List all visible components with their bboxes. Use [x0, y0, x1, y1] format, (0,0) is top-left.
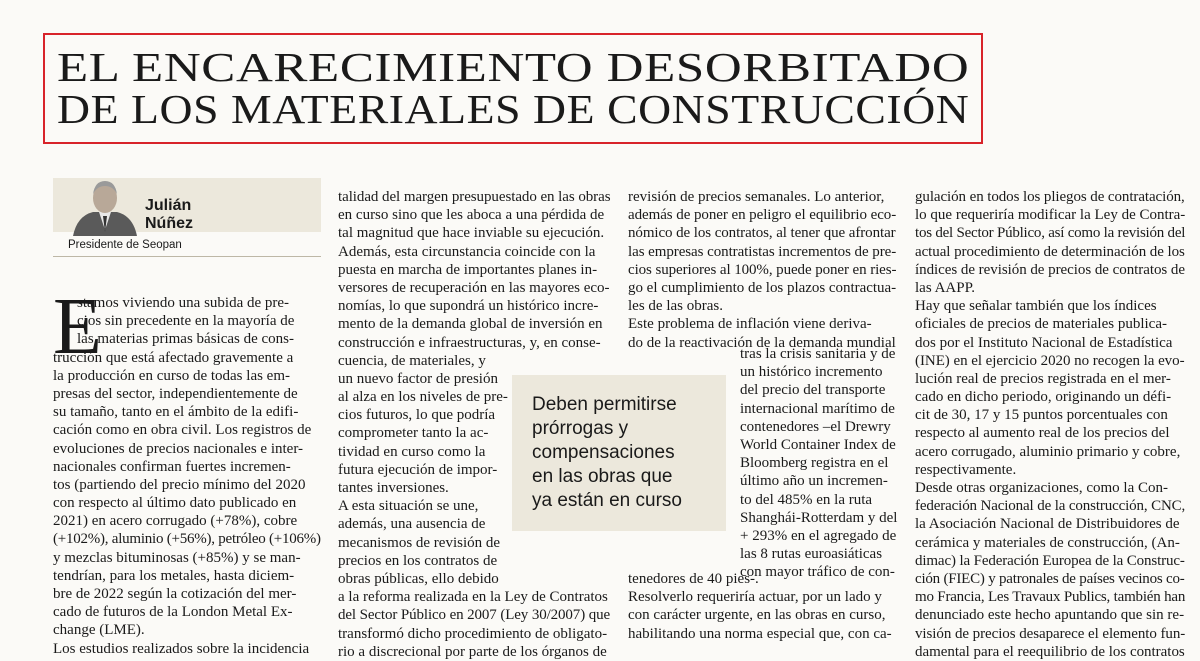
- pull-quote-line: en las obras que: [532, 466, 673, 487]
- author-last-name: Núñez: [145, 215, 193, 232]
- text-line: actual procedimiento de determinación de los: [915, 243, 1185, 260]
- text-column-3-wrap: [740, 345, 898, 581]
- text-line: y mezclas bituminosas (+85%) y se man-: [53, 549, 301, 566]
- pull-quote-line: prórrogas y: [532, 418, 629, 439]
- text-line: su tamaño, tanto en el ámbito de la edifi-: [53, 404, 299, 421]
- pull-quote: [512, 375, 726, 531]
- text-line: nacionales confirman fuertes incremen-: [53, 458, 291, 475]
- pull-quote-line: ya están en curso: [532, 490, 682, 511]
- text-line: puesta en marcha de importantes planes in-: [338, 261, 598, 278]
- text-line: federación Nacional de la construcción, CNC,: [915, 498, 1186, 515]
- text-line: comprometer tanto la ac-: [338, 425, 489, 442]
- text-line: obras públicas, ello debido: [338, 570, 499, 587]
- text-line: con mayor tráfico de con-: [740, 564, 895, 581]
- text-line: las 8 rutas euroasiáticas: [740, 546, 883, 563]
- text-line: tras la crisis sanitaria y de: [740, 346, 896, 362]
- drop-cap: E: [53, 283, 102, 371]
- text-line: oficiales de precios de materiales publica-: [915, 316, 1167, 333]
- text-line: un histórico incremento: [740, 364, 883, 381]
- text-line: cación como en obra civil. Los registros de: [53, 422, 312, 439]
- text-line: la producción en curso de todas las em-: [53, 367, 291, 384]
- author-box: [53, 178, 321, 232]
- text-line: trucción que está afectado gravemente a: [53, 349, 294, 366]
- text-line: nomías, lo que supondrá un histórico incre-: [338, 298, 599, 315]
- author-avatar: [69, 172, 141, 236]
- text-line: Este problema de inflación viene deriva-: [628, 316, 872, 333]
- text-line: tantes inversiones.: [338, 480, 449, 496]
- text-line: lución real de precios registrada en el mer-: [915, 370, 1171, 387]
- author-first-name: Julián: [145, 197, 192, 214]
- text-line: tos del Sector Público, así como la revisión del: [915, 225, 1186, 242]
- text-line: mento de la demanda global de inversión en: [338, 316, 603, 333]
- text-line: respectivamente.: [915, 461, 1017, 478]
- text-line: dimac) la Federación Europea de la Construc-: [915, 552, 1185, 569]
- text-line: change (LME).: [53, 622, 145, 639]
- text-line: tividad en curso como la: [338, 443, 486, 460]
- text-line: cuencia, de materiales, y: [338, 352, 486, 369]
- text-line: último año un incremen-: [740, 473, 888, 490]
- text-line: nómico de los contratos, al tener que afrontar: [628, 225, 896, 242]
- text-line: Hay que señalar también que los índices: [915, 298, 1157, 315]
- text-line: tal magnitud que hace inviable su ejecución.: [338, 225, 605, 242]
- text-line: además, una ausencia de: [338, 516, 486, 533]
- text-line: (+102%), aluminio (+56%), petróleo (+106%): [53, 531, 321, 548]
- text-line: cios sin precedente en la mayoría de: [77, 313, 295, 330]
- text-line: acero corrugado, aluminio primario y cobre,: [915, 443, 1181, 460]
- text-line: rio a discrecional por parte de los órganos de: [338, 643, 607, 660]
- text-line: Bloomberg registra en el: [740, 455, 889, 472]
- text-line: Resolverlo requeriría actuar, por un lado y: [628, 589, 882, 606]
- text-line: denunciado este hecho apuntando que sin re-: [915, 607, 1185, 624]
- text-line: tendrían, para los metales, hasta diciem-: [53, 567, 295, 584]
- text-line: tenedores de 40 pies-.: [628, 571, 759, 587]
- text-line: del precio del transporte: [740, 382, 886, 399]
- text-line: cios superiores al 100%, puede poner en ries-: [628, 261, 897, 278]
- text-column-4: [915, 188, 1185, 661]
- divider: [53, 256, 321, 257]
- text-line: respecto al aumento real de los precios del: [915, 425, 1170, 442]
- text-line: precios en los contratos de: [338, 552, 498, 569]
- text-line: mecanismos de revisión de: [338, 534, 501, 551]
- text-line: a la reforma realizada en la Ley de Contratos: [338, 589, 608, 606]
- text-line: las materias primas básicas de cons-: [77, 331, 295, 348]
- text-line: dos por el Instituto Nacional de Estadística: [915, 334, 1173, 351]
- text-line: cado de futuros de la London Metal Ex-: [53, 604, 293, 621]
- text-line: lo que requeriría modificar la Ley de Contra-: [915, 207, 1186, 224]
- text-line: les de las obras.: [628, 298, 723, 315]
- text-line: versores de recuperación en las mayores eco-: [338, 279, 610, 296]
- text-line: en curso sino que les aboca a una pérdida de: [338, 207, 605, 224]
- text-line: visión de precios desaparece el elemento fun-: [915, 625, 1186, 642]
- headline-line-1: EL ENCARECIMIENTO DESORBITADO: [57, 44, 970, 90]
- text-line: revisión de precios semanales. Lo anterior,: [628, 189, 885, 205]
- text-line: contenedores –el Drewry: [740, 418, 891, 435]
- author-name: [145, 197, 193, 233]
- text-column-3: [628, 188, 896, 352]
- text-line: + 293% en el agregado de: [740, 527, 897, 544]
- text-line: damental para el reequilibrio de los contratos: [915, 643, 1185, 660]
- text-line: World Container Index de: [740, 436, 896, 453]
- text-line: índices de revisión de precios de contratos de: [915, 261, 1185, 278]
- text-line: habilitando una norma especial que, con ca-: [628, 625, 892, 642]
- text-line: Desde otras organizaciones, como la Con-: [915, 480, 1168, 496]
- text-line: (INE) en el ejercicio 2020 no recogen la evo-: [915, 352, 1185, 369]
- pull-quote-line: compensaciones: [532, 442, 675, 463]
- text-line: Shanghái-Rotterdam y del: [740, 509, 898, 526]
- text-line: bre de 2022 según la cotización del mer-: [53, 586, 297, 602]
- text-line: con carácter urgente, en las obras en curso,: [628, 607, 886, 624]
- text-line: cerámica y materiales de construcción, (An-: [915, 534, 1180, 551]
- text-line: las AAPP.: [915, 279, 976, 296]
- text-line: do de la reactivación de la demanda mundial: [628, 334, 896, 351]
- text-line: stamos viviendo una subida de pre-: [77, 295, 290, 311]
- headline-line-2: DE LOS MATERIALES DE CONSTRUCCIÓN: [57, 86, 970, 132]
- headline-box: [43, 33, 983, 144]
- text-line: 2021) en acero corrugado (+78%), cobre: [53, 513, 298, 530]
- text-line: con respecto al último dato publicado en: [53, 495, 297, 512]
- text-line: cit de 30, 17 y 15 puntos porcentuales con: [915, 407, 1168, 424]
- text-line: al alza en los niveles de pre-: [338, 389, 508, 406]
- text-line: presas del sector, independientemente de: [53, 385, 298, 402]
- text-line: mo Francia, Les Travaux Publics, también han: [915, 589, 1186, 606]
- text-line: Los estudios realizados sobre la incidencia: [53, 640, 310, 657]
- text-column-1: [53, 294, 321, 658]
- text-line: Además, esta circunstancia coincide con la: [338, 243, 596, 260]
- text-line: internacional marítimo de: [740, 400, 895, 417]
- text-line: las empresas contratistas incrementos de pre-: [628, 243, 897, 260]
- text-line: la Asociación Nacional de Distribuidores de: [915, 516, 1180, 533]
- author-role: Presidente de Seopan: [68, 239, 182, 251]
- text-line: ción (FIEC) y patronales de países vecinos co-: [915, 570, 1185, 587]
- text-line: un nuevo factor de presión: [338, 370, 498, 387]
- text-line: construcción e infraestructuras, y, en conse-: [338, 334, 601, 351]
- text-line: A esta situación se une,: [338, 498, 479, 515]
- text-line: cado en dicho periodo, originando un défi-: [915, 389, 1172, 406]
- text-line: cios futuros, lo que podría: [338, 407, 496, 424]
- text-line: además de poner en peligro el equilibrio eco-: [628, 207, 897, 224]
- text-line: del Sector Público en 2007 (Ley 30/2007) que: [338, 607, 611, 624]
- text-line: futura ejecución de impor-: [338, 461, 498, 478]
- pull-quote-line: Deben permitirse: [532, 394, 677, 415]
- text-line: evoluciones de precios nacionales e inter-: [53, 440, 304, 457]
- text-line: talidad del margen presupuestado en las obras: [338, 189, 611, 205]
- text-line: go el cumplimiento de los plazos contractua-: [628, 279, 897, 296]
- text-line: gulación en todos los pliegos de contratación,: [915, 189, 1185, 205]
- text-line: to del 485% en la ruta: [740, 491, 873, 508]
- text-column-3-bottom: [628, 570, 896, 643]
- text-line: tos (partiendo del precio mínimo del 2020: [53, 476, 306, 493]
- text-line: transformó dicho procedimiento de obligato-: [338, 625, 608, 642]
